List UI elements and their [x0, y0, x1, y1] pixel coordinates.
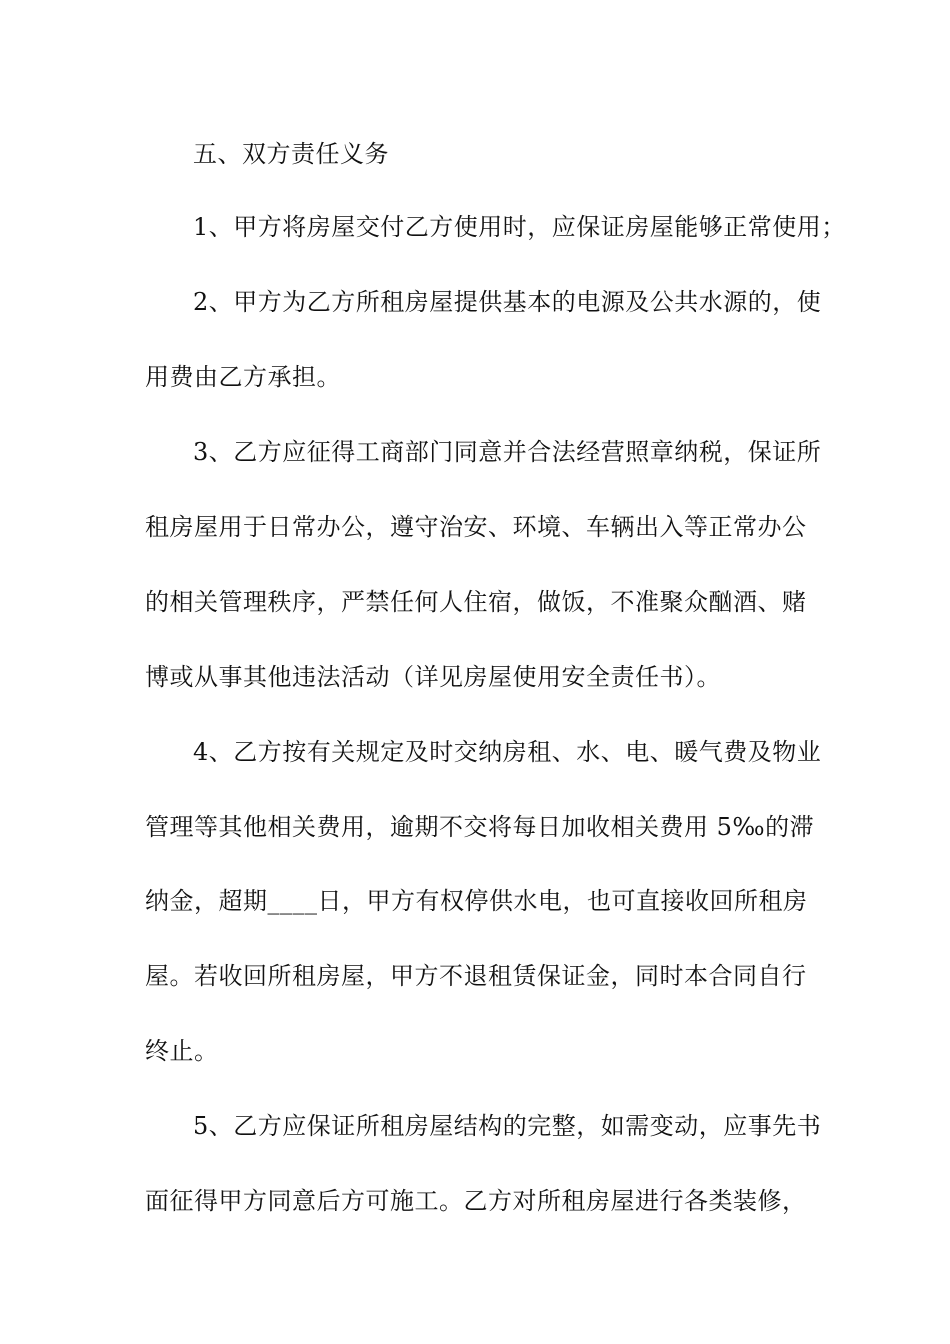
clause-2-line-1: 2、甲方为乙方所租房屋提供基本的电源及公共水源的，使: [193, 288, 822, 316]
section-heading: 五、双方责任义务: [193, 140, 389, 168]
clause-5-line-2: 面征得甲方同意后方可施工。乙方对所租房屋进行各类装修，: [145, 1187, 807, 1215]
clause-4-line-4: 屋。若收回所租房屋，甲方不退租赁保证金，同时本合同自行: [145, 962, 807, 990]
clause-4-line-5: 终止。: [145, 1037, 219, 1065]
clause-4-line-2: 管理等其他相关费用，逾期不交将每日加收相关费用 5‰的滞: [145, 813, 815, 841]
clause-5-line-1: 5、乙方应保证所租房屋结构的完整，如需变动，应事先书: [193, 1112, 822, 1140]
clause-3-line-4: 博或从事其他违法活动（详见房屋使用安全责任书）。: [145, 663, 721, 691]
clause-3-line-2: 租房屋用于日常办公，遵守治安、环境、车辆出入等正常办公: [145, 513, 807, 541]
clause-4-line-1: 4、乙方按有关规定及时交纳房租、水、电、暖气费及物业: [193, 738, 822, 766]
clause-3-line-3: 的相关管理秩序，严禁任何人住宿，做饭，不准聚众酗酒、赌: [145, 588, 807, 616]
clause-1-line-1: 1、甲方将房屋交付乙方使用时，应保证房屋能够正常使用；: [193, 213, 846, 241]
clause-4-line-3: 纳金，超期____日，甲方有权停供水电，也可直接收回所租房: [145, 887, 808, 915]
clause-3-line-1: 3、乙方应征得工商部门同意并合法经营照章纳税，保证所: [193, 438, 822, 466]
clause-2-line-2: 用费由乙方承担。: [145, 363, 341, 391]
